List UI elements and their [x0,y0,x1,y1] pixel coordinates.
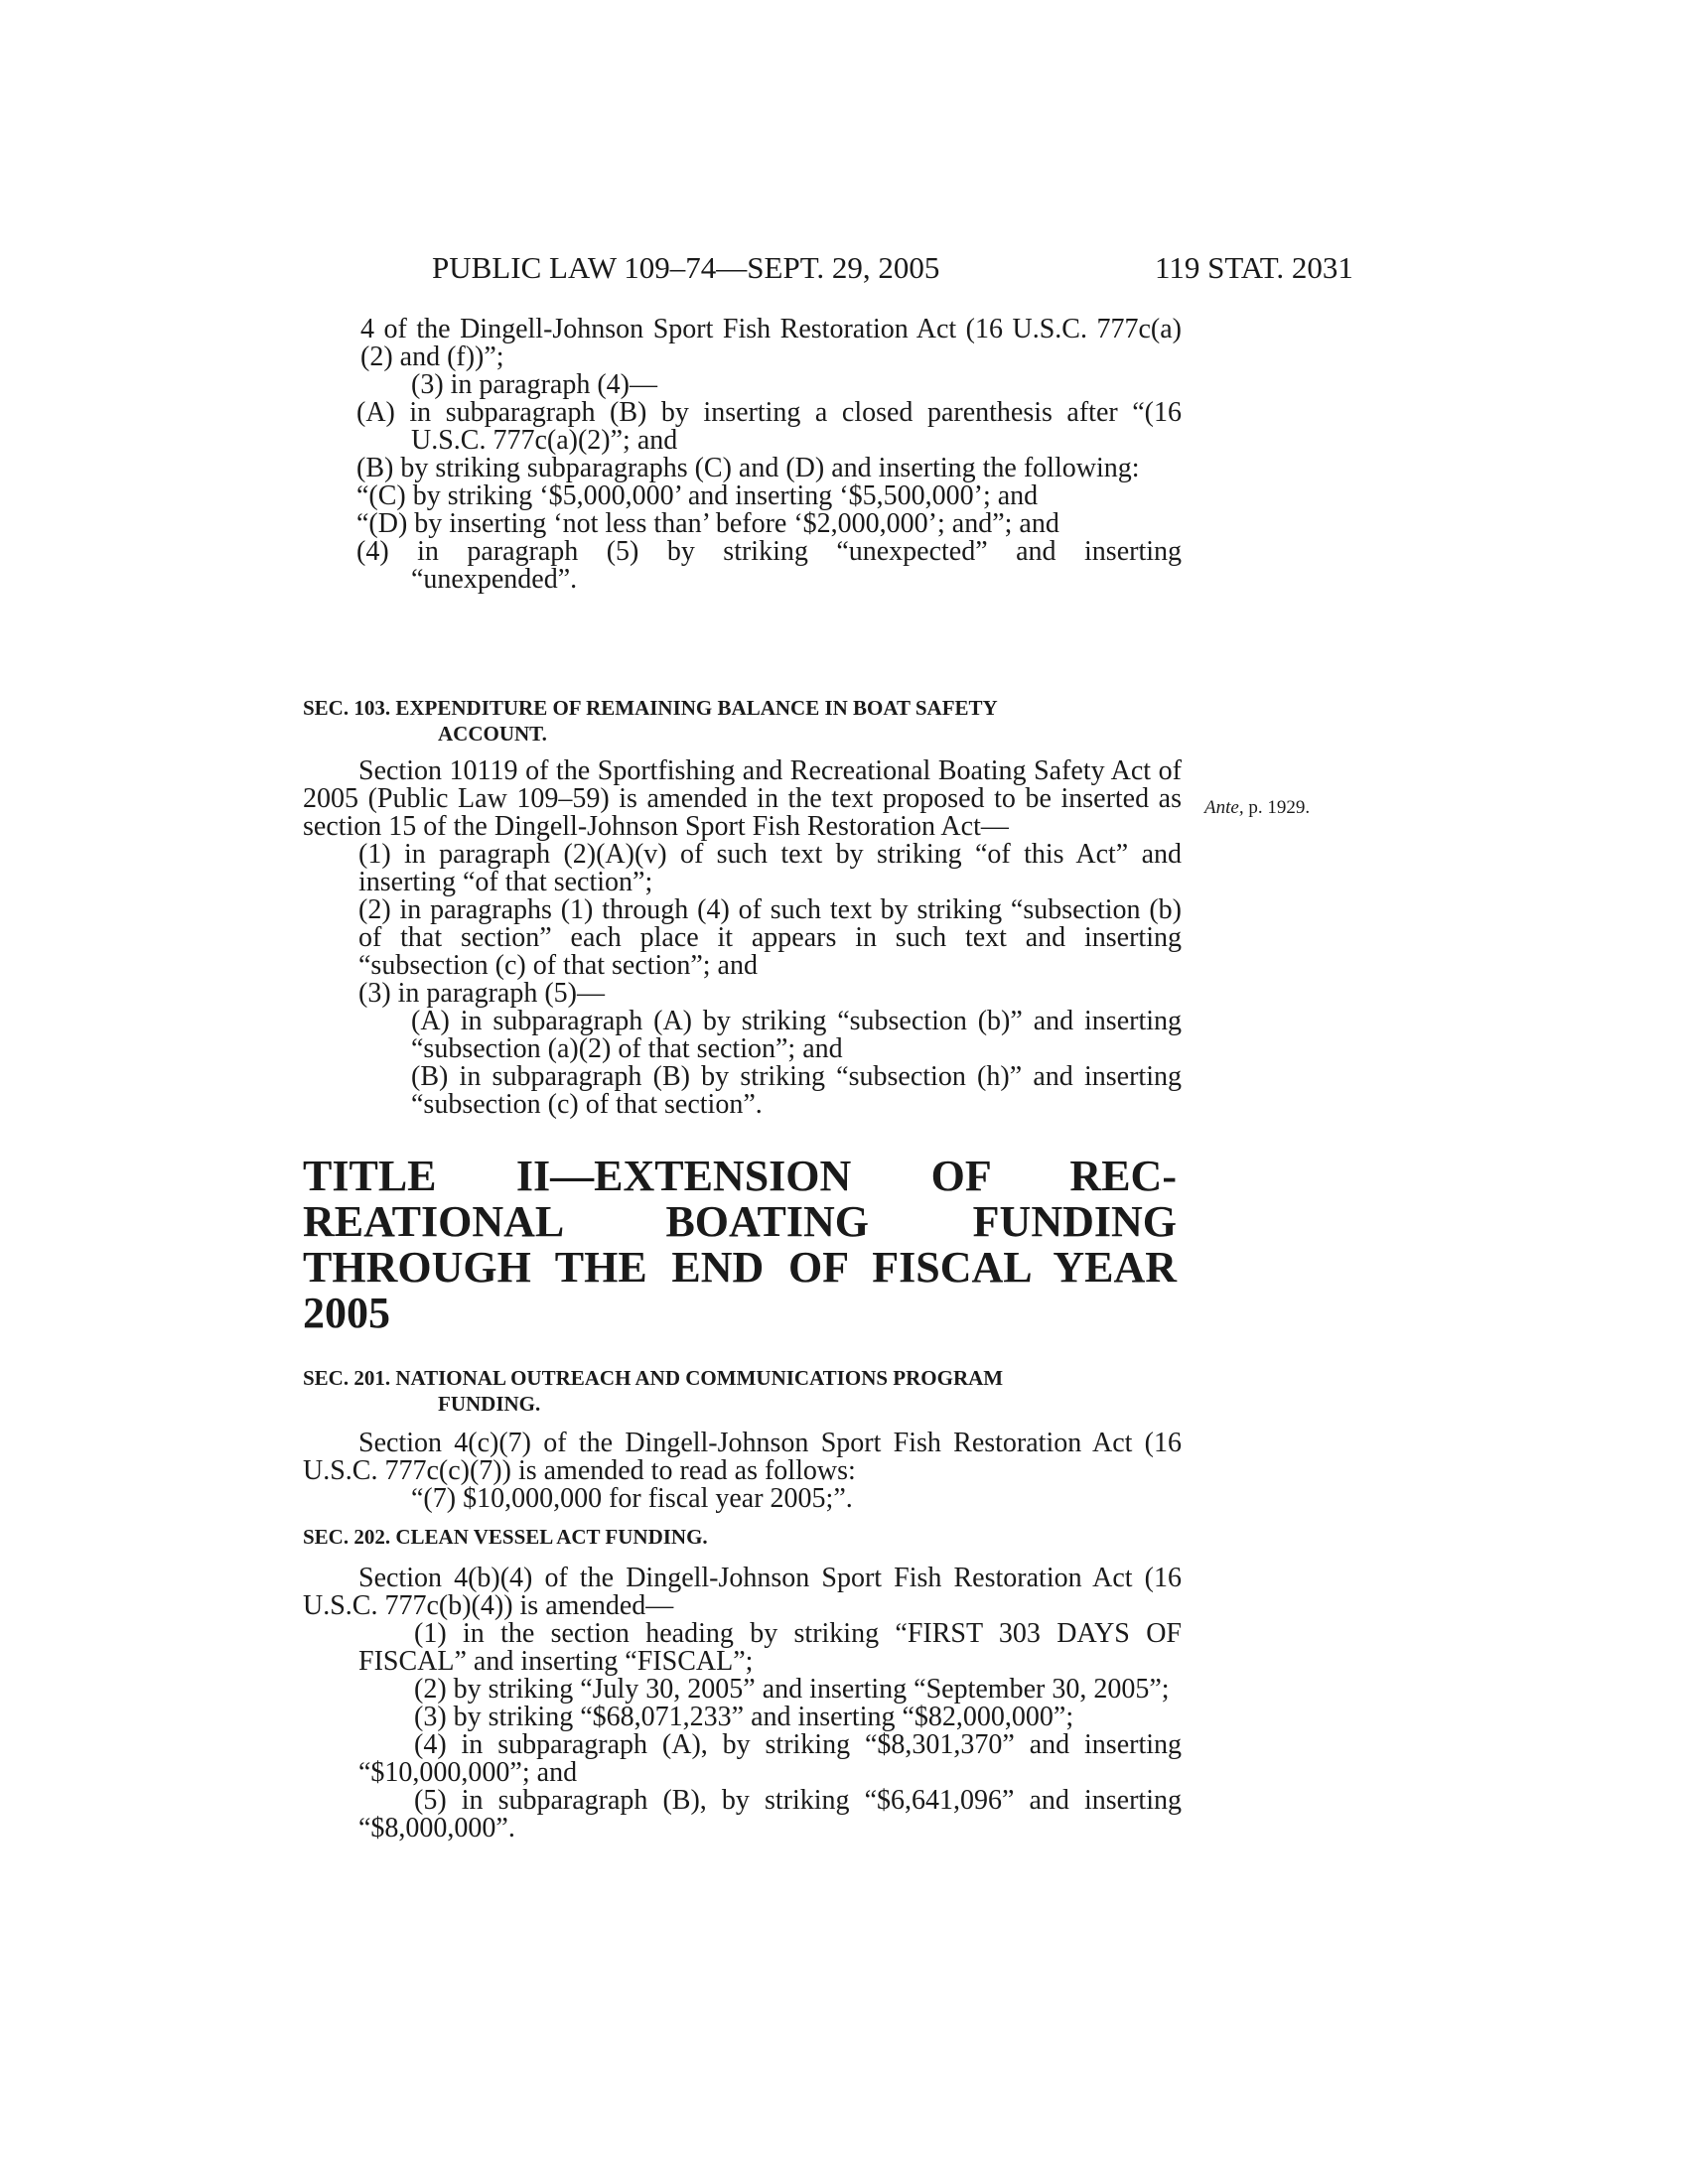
section-201-body [303,1430,1182,1513]
section-item-5: (5) in subparagraph (B), by striking “$6,641,096” and inserting “$8,000,000”. [358,1785,1182,1843]
section-quote: “(7) $10,000,000 for fiscal year 2005;”. [411,1483,853,1514]
section-item-1: (1) in the section heading by striking “FIRST 303 DAYS OF FISCAL” and inserting “FISCAL”; [358,1618,1182,1677]
para-subitem-b: (B) by striking subparagraphs (C) and (D) and inserting the following: [356,453,1140,483]
section-body: Section 4(b)(4) of the Dingell-Johnson Sport Fish Restoration Act (16 U.S.C. 777c(b)(4)) is amended— [303,1563,1182,1621]
section-intro: Section 10119 of the Sportfishing and Recreational Boating Safety Act of 2005 (Public Law 109–59) is amended in the text proposed to be inserted as section 15 of the Dingell-Johnson Sport Fish Restoration Act— [303,755,1182,842]
title-heading [303,1154,1177,1336]
margin-note-page: p. 1929. [1248,797,1311,818]
para-item-3: (3) in paragraph (4)— [411,369,658,400]
section-item-3b: (B) in subparagraph (B) by striking “subsection (h)” and inserting “subsection (c) of that section”. [411,1061,1182,1120]
section-201-heading [303,1365,1182,1417]
para-subitem-a: (A) in subparagraph (B) by inserting a closed parenthesis after “(16 U.S.C. 777c(a)(2)”; and [356,397,1182,456]
section-title: SEC. 202. CLEAN VESSEL ACT FUNDING. [303,1525,708,1549]
margin-note [1204,797,1310,819]
section-item-3: (3) in paragraph (5)— [358,978,606,1009]
section-body: Section 4(c)(7) of the Dingell-Johnson Sport Fish Restoration Act (16 U.S.C. 777c(c)(7)) is amended to read as follows: [303,1428,1182,1486]
section-number: SEC. 103. [303,696,391,720]
section-number: SEC. 201. [303,1366,391,1390]
running-header-page-ref: 119 STAT. 2031 [1155,250,1353,285]
section-item-4: (4) in subparagraph (A), by striking “$8,301,370” and inserting “$10,000,000”; and [358,1729,1182,1788]
section-title: NATIONAL OUTREACH AND COMMUNICATIONS PROGRAM [395,1366,1004,1390]
section-103-body [303,757,1182,1119]
title-text: TITLE II—EXTENSION OF RECREATIONAL BOATING FUNDING THROUGH THE END OF FISCAL YEAR 2005 [303,1152,1177,1337]
running-header-left: PUBLIC LAW 109–74—SEPT. 29, 2005 [432,250,940,285]
para-item-4: (4) in paragraph (5) by striking “unexpected” and inserting “unexpended”. [356,536,1182,595]
section-102-continuation [303,316,1182,594]
section-item-3a: (A) in subparagraph (A) by striking “subsection (b)” and inserting “subsection (a)(2) of that section”; and [411,1006,1182,1064]
para-continuation: 4 of the Dingell-Johnson Sport Fish Restoration Act (16 U.S.C. 777c(a)(2) and (f))”; [360,314,1182,372]
section-103-heading [303,695,1182,747]
section-title-continued: FUNDING. [438,1392,541,1416]
section-title: EXPENDITURE OF REMAINING BALANCE IN BOAT SAFETY [395,696,998,720]
section-title-continued: ACCOUNT. [438,722,547,746]
para-quote-c: “(C) by striking ‘$5,000,000’ and inserting ‘$5,500,000’; and [356,480,1039,511]
section-item-2: (2) in paragraphs (1) through (4) of such text by striking “subsection (b) of that section” each place it appears in such text and inserting “subsection (c) of that section”; and [358,894,1182,981]
para-quote-d: “(D) by inserting ‘not less than’ before ‘$2,000,000’; and”; and [356,508,1059,539]
section-item-1: (1) in paragraph (2)(A)(v) of such text by striking “of this Act” and inserting “of that section”; [358,839,1182,897]
section-202-heading [303,1524,1182,1550]
section-item-2: (2) by striking “July 30, 2005” and inserting “September 30, 2005”; [414,1674,1170,1705]
section-202-body [303,1565,1182,1843]
margin-note-italic: Ante, [1204,797,1244,818]
section-item-3: (3) by striking “$68,071,233” and inserting “$82,000,000”; [414,1702,1074,1732]
